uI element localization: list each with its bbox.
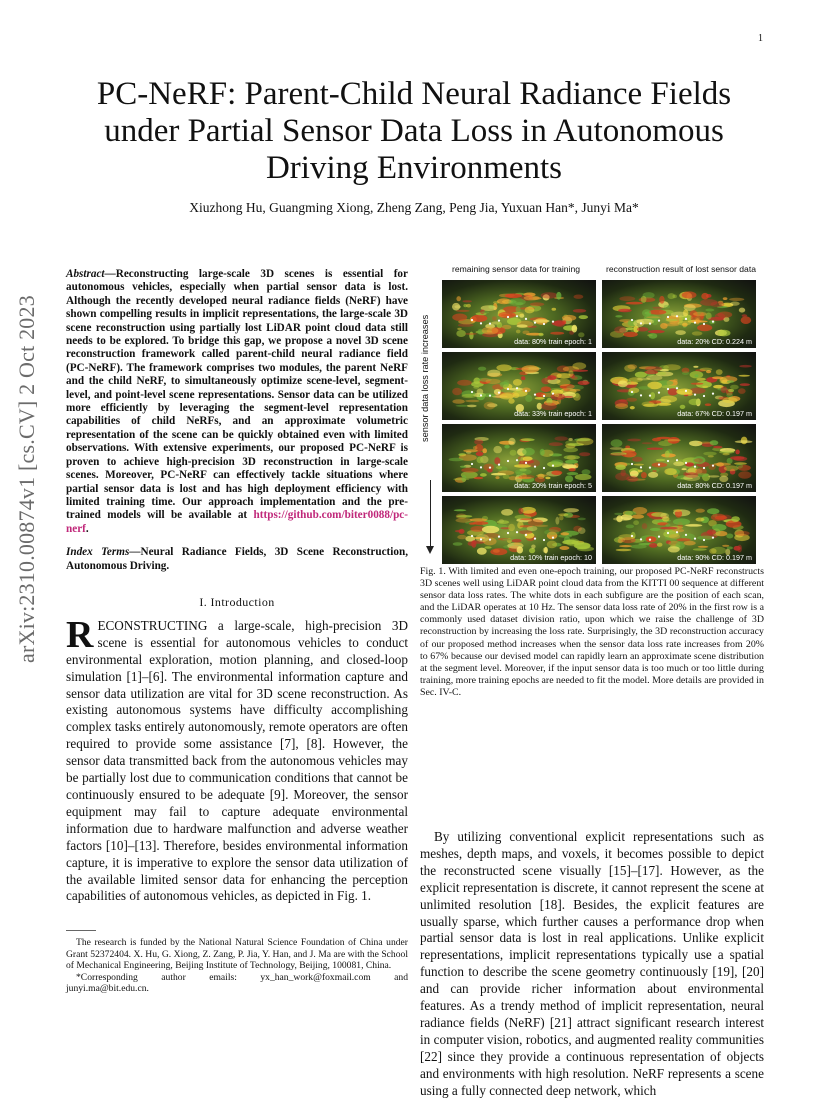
- reconstruction-panel-3: [602, 424, 756, 492]
- right-column: [420, 264, 764, 1100]
- col-header-training: remaining sensor data for training: [452, 264, 581, 274]
- col-header-reconstruction: reconstruction result of lost sensor data: [606, 264, 756, 274]
- index-terms-label: Index Terms: [66, 546, 130, 559]
- right-paragraph: By utilizing conventional explicit representations such as meshes, depth maps, and voxels, it becomes possible to depict the reconstructed scene visually [15]–[17]. However, as the explicit representation is discrete, it cannot represent the scene at unlimited resolution [18]. Besides, the explicit features are usually sparse, which further causes a performance drop when partial sensor data is lost in real applications. Unlike explicit representations, implicit representations typically use a spatial function to describe the scene geometry continuously [19], [20] and can provide richer information about environmental features. As a trendy method of implicit representation, neural radiance fields (NeRF) [21] attract significant research interest in computer vision, robotics, and augmented reality communities [22] since they provide a continuous representation of objects and environments with high resolution. NeRF represents a scene using a fully connected deep network, which: [420, 829, 764, 1098]
- panel-label: data: 20% CD: 0.224 m: [677, 337, 752, 346]
- panel-label: data: 80% train epoch: 1: [514, 337, 592, 346]
- title-line-2: under Partial Sensor Data Loss in Autonomous: [104, 113, 724, 149]
- loss-rate-axis-line: [430, 480, 431, 546]
- index-terms-text: —Neural Radiance Fields, 3D Scene Reconstruction, Autonomous Driving.: [66, 546, 408, 572]
- intro-paragraph: [66, 613, 408, 905]
- reconstruction-panel-4: [602, 496, 756, 564]
- down-arrow-icon: [426, 546, 434, 554]
- left-column: [66, 268, 408, 905]
- paper-title: [60, 76, 768, 187]
- footnote-contact: *Corresponding author emails: yx_han_work@foxmail.com and junyi.ma@bit.edu.cn.: [66, 971, 408, 994]
- page-number: 1: [758, 33, 763, 44]
- training-panel-2: [442, 352, 596, 420]
- panel-label: data: 67% CD: 0.197 m: [677, 409, 752, 418]
- panel-label: data: 80% CD: 0.197 m: [677, 481, 752, 490]
- drop-cap: R: [66, 613, 94, 656]
- intro-text: ECONSTRUCTING a large-scale, high-precision 3D scene is essential for autonomous vehicles to conduct environmental exploration, motion planning, and closed-loop simulation [1]–[6]. The environmental information capture and sensor data utilization are vital for 3D scene reconstruction. As existing autonomous systems have difficulty accomplishing complex tasks entirely autonomously, remote operators are often required to provide some assistance [7], [8]. However, the sensor data transmitted back from the autonomous vehicles may be partially lost due to communication conditions that cannot be continuously ensured to be adequate [9]. Moreover, the sensor equipment may fail to capture adequate environmental information due to hardware malfunction and adverse weather factors [10]–[13]. Therefore, besides environmental information capture, it is imperative to explore the sensor data utilization of the available limited sensor data for enhancing the perception capabilities of autonomous vehicles, as depicted in Fig. 1.: [66, 617, 408, 904]
- training-panel-4: [442, 496, 596, 564]
- abstract-text: —Reconstructing large-scale 3D scenes is essential for autonomous vehicles, especially when partial sensor data is lost. Although the recently developed neural radiance fields (NeRF) have shown compelling results in implicit representations, the large-scale 3D scene reconstruction using partially lost LiDAR point cloud data still needs to be explored. To bridge this gap, we propose a novel 3D scene reconstruction framework called parent-child neural radiance field (PC-NeRF). The framework comprises two modules, the parent NeRF and the child NeRF, to simultaneously optimize scene-level, segment-level, and point-level scene representations. Sensor data can be utilized more efficiently by leveraging the segment-level representation capabilities of child NeRFs, and an approximate volumetric representation of the scene can be quickly obtained even with limited observations. With extensive experiments, our proposed PC-NeRF is proven to achieve high-precision 3D reconstruction in large-scale scenes. Moreover, PC-NeRF can effectively tackle situations where partial sensor data is lost and has high deployment efficiency with limited training time. Our approach implementation and the pre-trained models will be available at: [66, 268, 408, 522]
- section-heading: I. Introduction: [199, 594, 275, 609]
- figure-1: [420, 264, 764, 562]
- panel-label: data: 90% CD: 0.197 m: [677, 553, 752, 562]
- training-panel-1: [442, 280, 596, 348]
- loss-rate-axis-label: sensor data loss rate increases: [420, 314, 430, 442]
- abstract: [66, 268, 408, 536]
- arxiv-identifier: arXiv:2310.00874v1 [cs.CV] 2 Oct 2023: [14, 295, 39, 663]
- code-link[interactable]: https://github.com/biter0088/pc-nerf: [66, 509, 408, 535]
- reconstruction-panel-1: [602, 280, 756, 348]
- index-terms: [66, 546, 408, 573]
- panel-label: data: 10% train epoch: 10: [510, 553, 592, 562]
- abstract-label: Abstract: [66, 268, 105, 280]
- training-panel-3: [442, 424, 596, 492]
- figure-caption: Fig. 1. With limited and even one-epoch training, our proposed PC-NeRF reconstructs 3D scenes well using LiDAR point cloud data from the KITTI 00 sequence at different sensor data loss rates. The white dots in each subfigure are the position of each scan, and the LiDAR operates at 10 Hz. The sensor data loss rate of 20% in the first row is a commonly used dataset division ratio, upon which we raise the challenge of 3D reconstruction by increasing the loss rate. Surprisingly, the 3D reconstruction accuracy of our proposed method increases when the sensor data loss rate increases from 20% to 67% because our devised model can rapidly learn an approximate scene distribution at the segment level. Moreover, if the input sensor data is too much or too little during training, more training epochs are needed to fit the model. More details are provided in Sec. IV-C.: [420, 566, 764, 698]
- title-line-1: PC-NeRF: Parent-Child Neural Radiance Fields: [96, 76, 732, 112]
- title-line-3: Driving Environments: [265, 150, 563, 186]
- footnote-rule: [66, 930, 96, 931]
- footnote: [66, 937, 408, 995]
- reconstruction-panel-2: [602, 352, 756, 420]
- panel-label: data: 33% train epoch: 1: [514, 409, 592, 418]
- panel-label: data: 20% train epoch: 5: [514, 481, 592, 490]
- author-list: Xiuzhong Hu, Guangming Xiong, Zheng Zang, Peng Jia, Yuxuan Han*, Junyi Ma*: [189, 200, 639, 215]
- footnote-funding: The research is funded by the National Natural Science Foundation of China under Grant 52372404. X. Hu, G. Xiong, Z. Zang, P. Jia, Y. Han, and J. Ma are with the School of Mechanical Engineering, Beijing Institute of Technology, Beijing, 100081, China.: [66, 937, 408, 971]
- abstract-end: .: [85, 522, 89, 535]
